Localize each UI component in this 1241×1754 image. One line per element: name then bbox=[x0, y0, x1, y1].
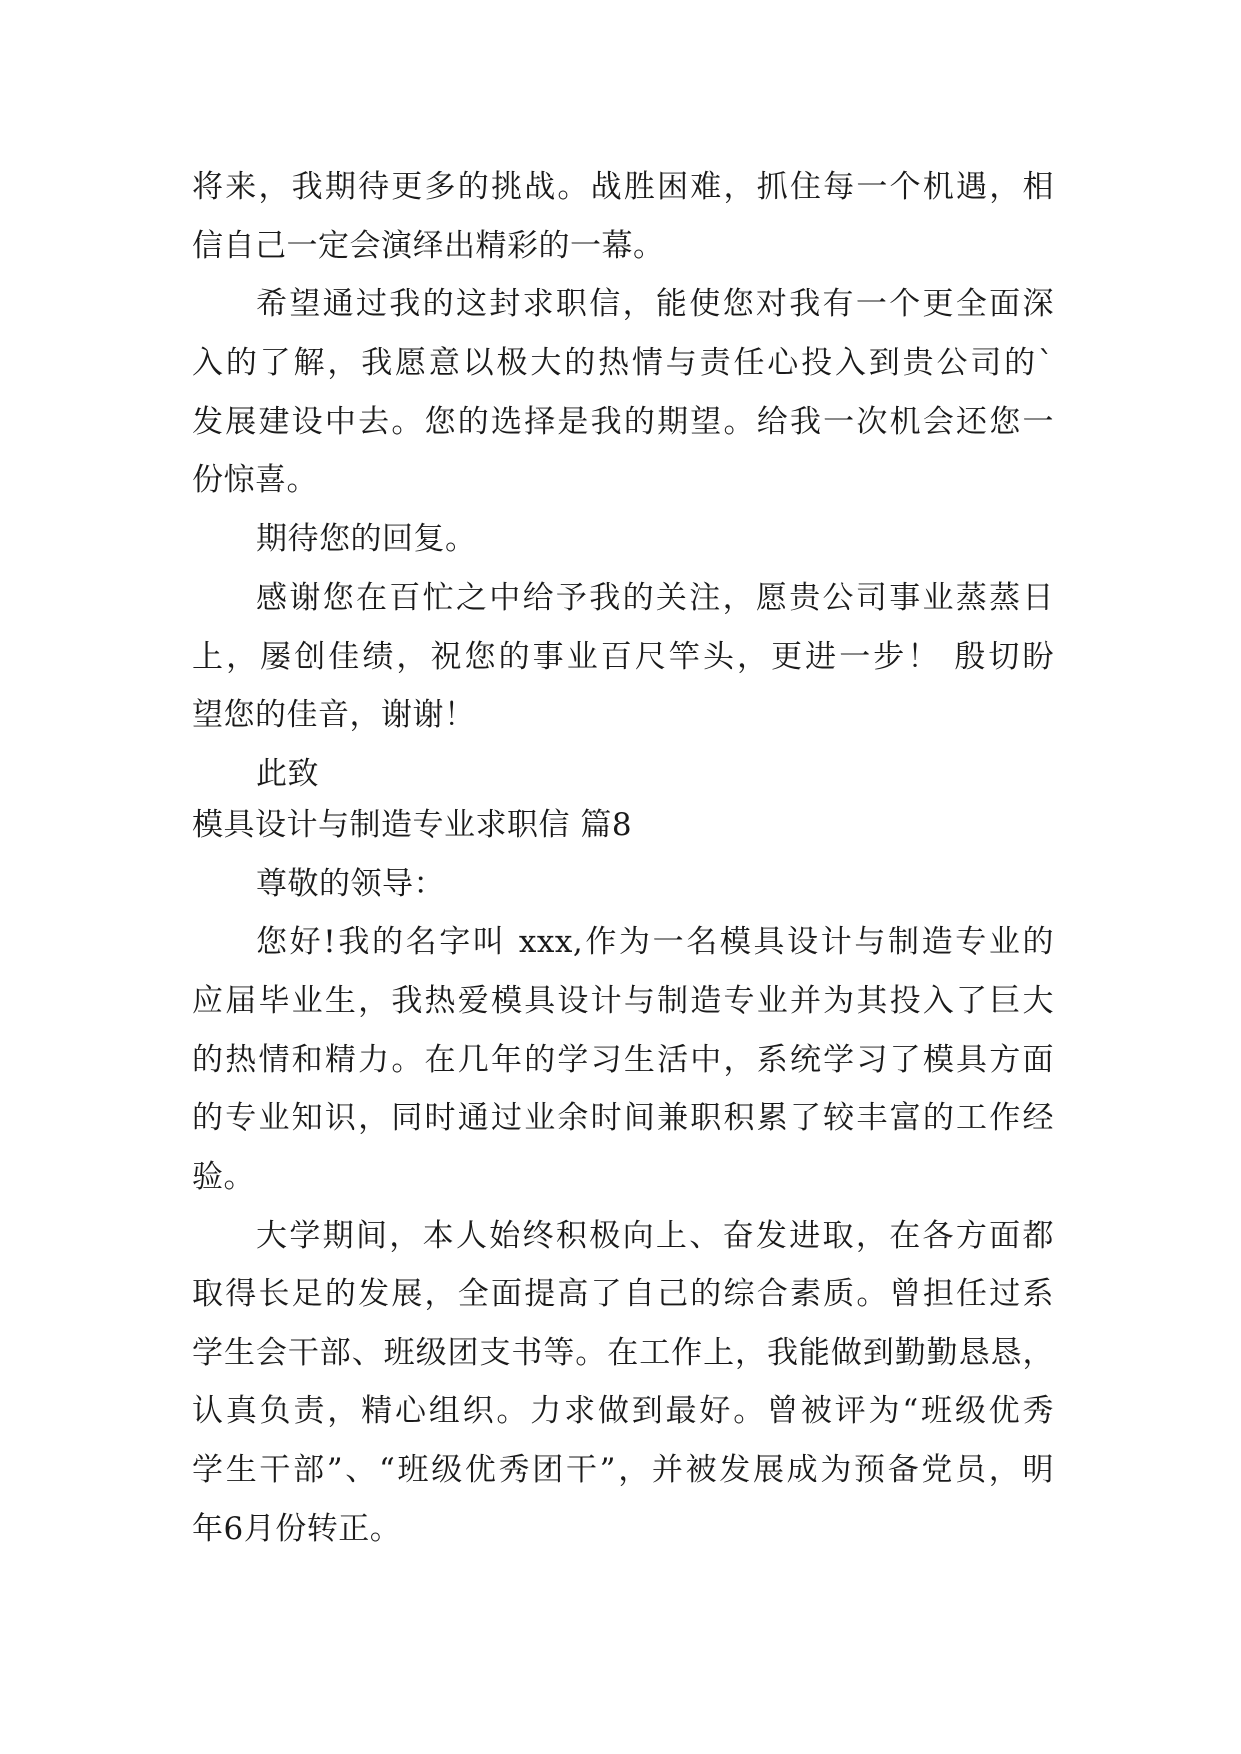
text-line: 验。 bbox=[192, 1159, 255, 1195]
text-line: 希望通过我的这封求职信，能使您对我有一个更全面深 bbox=[256, 286, 1054, 322]
text-line: 大学期间，本人始终积极向上、奋发进取，在各方面都 bbox=[256, 1218, 1054, 1254]
text-line: 入的了解，我愿意以极大的热情与责任心投入到贵公司的` bbox=[192, 345, 1054, 381]
section-heading: 模具设计与制造专业求职信 篇8 bbox=[192, 807, 633, 843]
text-line: 学生干部”、“班级优秀团干”，并被发展成为预备党员，明 bbox=[192, 1452, 1054, 1488]
text-line: 发展建设中去。您的选择是我的期望。给我一次机会还您一 bbox=[192, 404, 1054, 440]
text-line: 您好!我的名字叫 xxx,作为一名模具设计与制造专业的 bbox=[256, 924, 1054, 960]
text-line: 年6月份转正。 bbox=[192, 1511, 402, 1547]
text-line: 应届毕业生，我热爱模具设计与制造专业并为其投入了巨大 bbox=[192, 983, 1054, 1019]
text-line: 学生会干部、班级团支书等。在工作上，我能做到勤勤恳恳， bbox=[192, 1335, 1054, 1371]
text-line: 的专业知识，同时通过业余时间兼职积累了较丰富的工作经 bbox=[192, 1100, 1054, 1136]
closing-salutation: 此致 bbox=[256, 756, 319, 792]
text-line: 上，屡创佳绩，祝您的事业百尺竿头，更进一步！ 殷切盼 bbox=[192, 639, 1054, 675]
text-line: 取得长足的发展，全面提高了自己的综合素质。曾担任过系 bbox=[192, 1276, 1054, 1312]
text-line: 期待您的回复。 bbox=[256, 521, 477, 557]
text-line: 感谢您在百忙之中给予我的关注，愿贵公司事业蒸蒸日 bbox=[256, 580, 1054, 616]
greeting: 尊敬的领导： bbox=[256, 866, 445, 902]
text-line: 认真负责，精心组织。力求做到最好。曾被评为“班级优秀 bbox=[192, 1393, 1054, 1429]
text-line: 信自己一定会演绎出精彩的一幕。 bbox=[192, 228, 665, 264]
text-line: 望您的佳音，谢谢！ bbox=[192, 697, 476, 733]
text-line: 的热情和精力。在几年的学习生活中，系统学习了模具方面 bbox=[192, 1042, 1054, 1078]
text-line: 份惊喜。 bbox=[192, 462, 318, 498]
text-line: 将来，我期待更多的挑战。战胜困难，抓住每一个机遇，相 bbox=[192, 169, 1054, 205]
